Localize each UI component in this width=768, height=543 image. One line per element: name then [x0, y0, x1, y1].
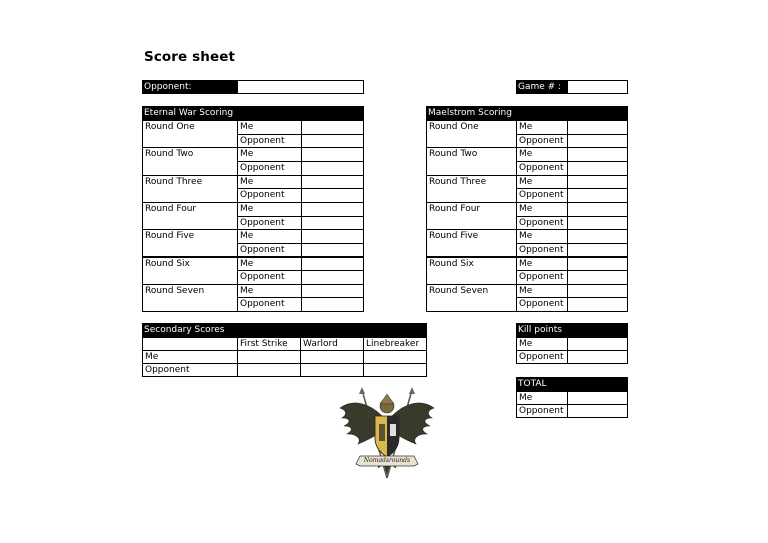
maelstrom-me-label: Me — [516, 284, 568, 299]
maelstrom-round-label-round-three: Round Three — [426, 175, 517, 203]
eternal-me-label: Me — [237, 257, 302, 272]
secondary-opponent-first-strike[interactable] — [237, 363, 301, 377]
eternal-war-header: Eternal War Scoring — [142, 106, 364, 120]
secondary-me-linebreaker[interactable] — [363, 350, 427, 364]
eternal-opponent-label: Opponent — [237, 188, 302, 203]
maelstrom-header: Maelstrom Scoring — [426, 106, 628, 120]
total-opponent-value[interactable] — [567, 404, 628, 418]
total-opponent-label: Opponent — [516, 404, 568, 418]
eternal-opponent-score-round-seven[interactable] — [301, 297, 364, 312]
eternal-me-label: Me — [237, 202, 302, 217]
maelstrom-me-score-round-one[interactable] — [567, 120, 628, 135]
maelstrom-me-label: Me — [516, 147, 568, 162]
secondary-opponent-warlord[interactable] — [300, 363, 364, 377]
kill-points-me-value[interactable] — [567, 337, 628, 351]
maelstrom-opponent-score-round-seven[interactable] — [567, 297, 628, 312]
maelstrom-me-score-round-four[interactable] — [567, 202, 628, 217]
eternal-opponent-score-round-six[interactable] — [301, 270, 364, 285]
maelstrom-opponent-label: Opponent — [516, 270, 568, 285]
eternal-round-label-round-one: Round One — [142, 120, 238, 148]
maelstrom-opponent-score-round-one[interactable] — [567, 134, 628, 149]
maelstrom-opponent-label: Opponent — [516, 243, 568, 258]
eternal-me-label: Me — [237, 229, 302, 244]
eternal-war-table — [142, 106, 364, 313]
kill-points-opponent-label: Opponent — [516, 350, 568, 364]
eternal-me-label: Me — [237, 120, 302, 135]
eternal-me-label: Me — [237, 175, 302, 190]
opponent-field[interactable] — [237, 80, 364, 94]
maelstrom-round-label-round-seven: Round Seven — [426, 284, 517, 312]
secondary-col-linebreaker: Linebreaker — [363, 337, 427, 351]
maelstrom-opponent-score-round-four[interactable] — [567, 216, 628, 231]
total-me-label: Me — [516, 391, 568, 405]
maelstrom-opponent-score-round-three[interactable] — [567, 188, 628, 203]
eternal-me-score-round-four[interactable] — [301, 202, 364, 217]
maelstrom-opponent-label: Opponent — [516, 297, 568, 312]
maelstrom-round-label-round-one: Round One — [426, 120, 517, 148]
maelstrom-opponent-label: Opponent — [516, 161, 568, 176]
maelstrom-me-score-round-seven[interactable] — [567, 284, 628, 299]
eternal-opponent-label: Opponent — [237, 161, 302, 176]
eternal-opponent-score-round-five[interactable] — [301, 243, 364, 258]
maelstrom-me-score-round-five[interactable] — [567, 229, 628, 244]
eternal-me-label: Me — [237, 284, 302, 299]
maelstrom-me-label: Me — [516, 202, 568, 217]
eternal-round-label-round-four: Round Four — [142, 202, 238, 230]
maelstrom-round-label-round-two: Round Two — [426, 147, 517, 175]
kill-points-opponent-value[interactable] — [567, 350, 628, 364]
game-number-field[interactable] — [567, 80, 628, 94]
eternal-round-label-round-six: Round Six — [142, 257, 238, 285]
maelstrom-me-label: Me — [516, 120, 568, 135]
secondary-col-first-strike: First Strike — [237, 337, 301, 351]
maelstrom-opponent-label: Opponent — [516, 216, 568, 231]
eternal-opponent-label: Opponent — [237, 243, 302, 258]
total-header: TOTAL — [516, 377, 628, 391]
secondary-scores-header: Secondary Scores — [142, 323, 427, 337]
maelstrom-me-score-round-two[interactable] — [567, 147, 628, 162]
total-me-value[interactable] — [567, 391, 628, 405]
game-number-label: Game # : — [516, 80, 568, 94]
eternal-me-score-round-six[interactable] — [301, 257, 364, 272]
eternal-opponent-score-round-one[interactable] — [301, 134, 364, 149]
secondary-me-warlord[interactable] — [300, 350, 364, 364]
maelstrom-me-label: Me — [516, 229, 568, 244]
secondary-scores-table — [142, 323, 427, 380]
opponent-label: Opponent: — [142, 80, 238, 94]
maelstrom-me-score-round-six[interactable] — [567, 257, 628, 272]
secondary-me-first-strike[interactable] — [237, 350, 301, 364]
page-title: Score sheet — [144, 49, 236, 65]
eternal-round-label-round-seven: Round Seven — [142, 284, 238, 312]
eternal-opponent-score-round-two[interactable] — [301, 161, 364, 176]
eternal-me-score-round-seven[interactable] — [301, 284, 364, 299]
kill-points-me-label: Me — [516, 337, 568, 351]
secondary-row-me-label: Me — [142, 350, 238, 364]
kill-points-table — [516, 323, 628, 366]
maelstrom-opponent-score-round-two[interactable] — [567, 161, 628, 176]
eternal-opponent-label: Opponent — [237, 270, 302, 285]
maelstrom-opponent-label: Opponent — [516, 188, 568, 203]
maelstrom-opponent-score-round-five[interactable] — [567, 243, 628, 258]
secondary-opponent-linebreaker[interactable] — [363, 363, 427, 377]
maelstrom-me-label: Me — [516, 175, 568, 190]
eternal-opponent-label: Opponent — [237, 216, 302, 231]
eternal-opponent-label: Opponent — [237, 297, 302, 312]
eternal-round-label-round-two: Round Two — [142, 147, 238, 175]
maelstrom-opponent-score-round-six[interactable] — [567, 270, 628, 285]
secondary-corner-cell — [142, 337, 238, 351]
eternal-me-score-round-two[interactable] — [301, 147, 364, 162]
secondary-col-warlord: Warlord — [300, 337, 364, 351]
eternal-round-label-round-three: Round Three — [142, 175, 238, 203]
eternal-me-label: Me — [237, 147, 302, 162]
eternal-opponent-score-round-four[interactable] — [301, 216, 364, 231]
maelstrom-round-label-round-four: Round Four — [426, 202, 517, 230]
maelstrom-opponent-label: Opponent — [516, 134, 568, 149]
eternal-opponent-label: Opponent — [237, 134, 302, 149]
maelstrom-me-label: Me — [516, 257, 568, 272]
eternal-me-score-round-five[interactable] — [301, 229, 364, 244]
total-table — [516, 377, 628, 420]
eternal-opponent-score-round-three[interactable] — [301, 188, 364, 203]
eternal-me-score-round-one[interactable] — [301, 120, 364, 135]
maelstrom-table — [426, 106, 628, 313]
eternal-round-label-round-five: Round Five — [142, 229, 238, 257]
maelstrom-me-score-round-three[interactable] — [567, 175, 628, 190]
kill-points-header: Kill points — [516, 323, 628, 337]
secondary-row-opponent-label: Opponent — [142, 363, 238, 377]
eternal-me-score-round-three[interactable] — [301, 175, 364, 190]
maelstrom-round-label-round-five: Round Five — [426, 229, 517, 257]
maelstrom-round-label-round-six: Round Six — [426, 257, 517, 285]
emblem-banner-text: Nomadsrounds — [363, 457, 411, 464]
eagle-crest-icon — [332, 386, 442, 490]
